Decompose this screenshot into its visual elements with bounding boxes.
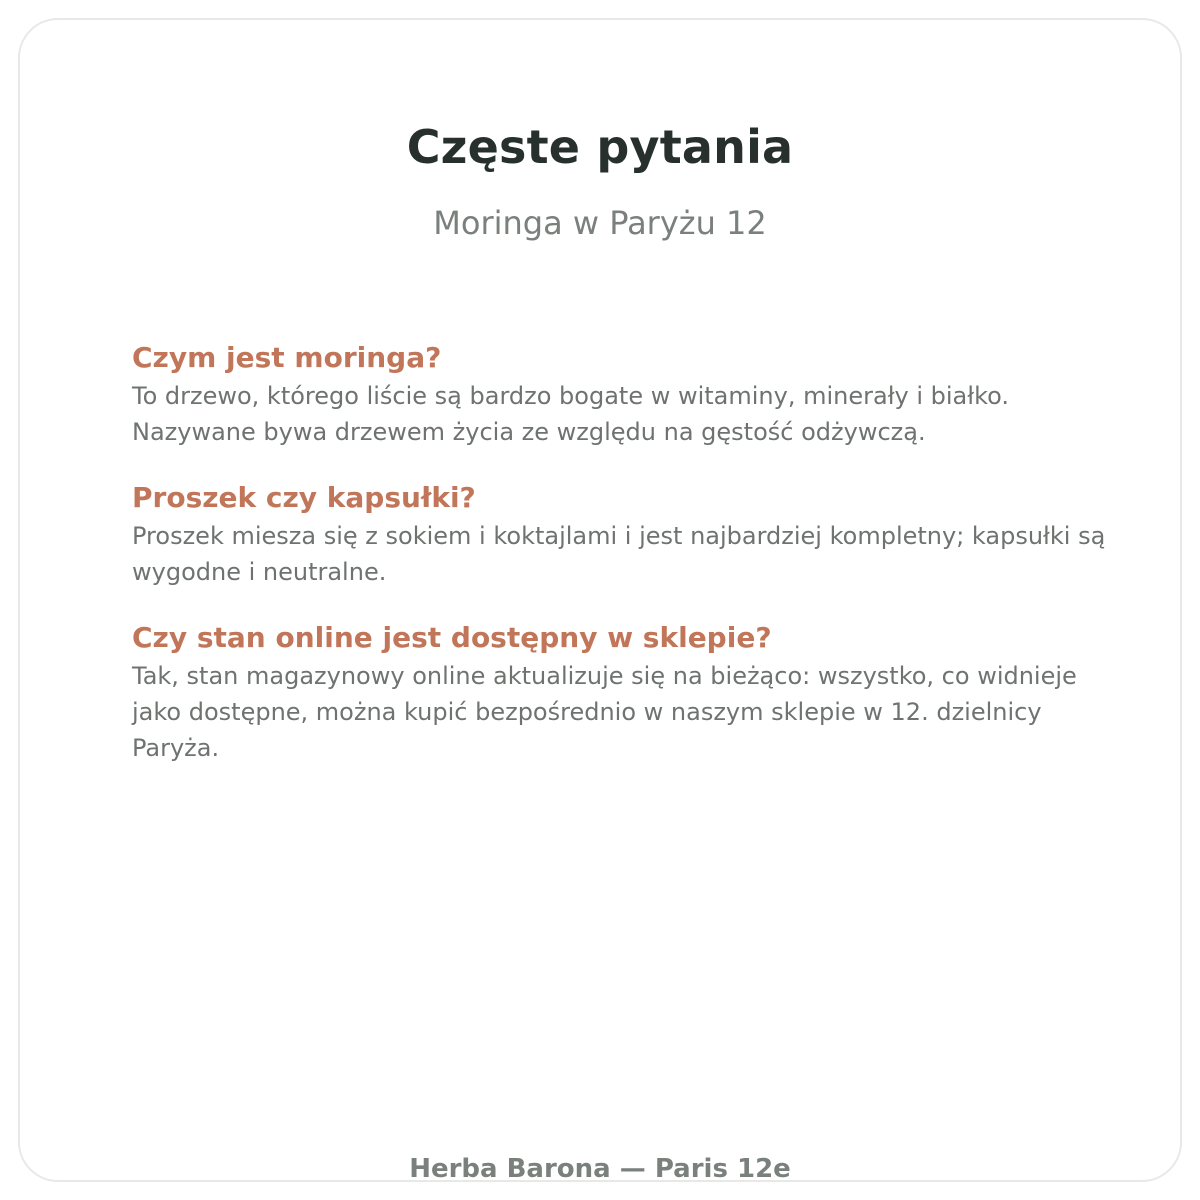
faq-list xyxy=(132,340,1112,796)
faq-answer: To drzewo, którego liście są bardzo bogate w witaminy, minerały i białko. Nazywane bywa drzewem życia ze względu na gęstość odżywczą. xyxy=(132,382,1010,446)
page-title: Częste pytania xyxy=(406,120,794,174)
faq-question: Czy stan online jest dostępny w sklepie? xyxy=(132,621,772,654)
faq-question: Proszek czy kapsułki? xyxy=(132,481,476,514)
faq-card xyxy=(18,18,1182,1182)
faq-item xyxy=(132,340,1112,450)
faq-item xyxy=(132,480,1112,590)
faq-item xyxy=(132,620,1112,766)
footer-brand: Herba Barona — Paris 12e xyxy=(409,1154,791,1184)
faq-answer: Tak, stan magazynowy online aktualizuje się na bieżąco: wszystko, co widnieje jako dostępne, można kupić bezpośrednio w naszym sklepie w 12. dzielnicy Paryża. xyxy=(132,662,1077,762)
faq-question: Czym jest moringa? xyxy=(132,341,442,374)
page-subtitle: Moringa w Paryżu 12 xyxy=(433,204,767,242)
faq-answer: Proszek miesza się z sokiem i koktajlami i jest najbardziej kompletny; kapsułki są wygodne i neutralne. xyxy=(132,522,1106,586)
